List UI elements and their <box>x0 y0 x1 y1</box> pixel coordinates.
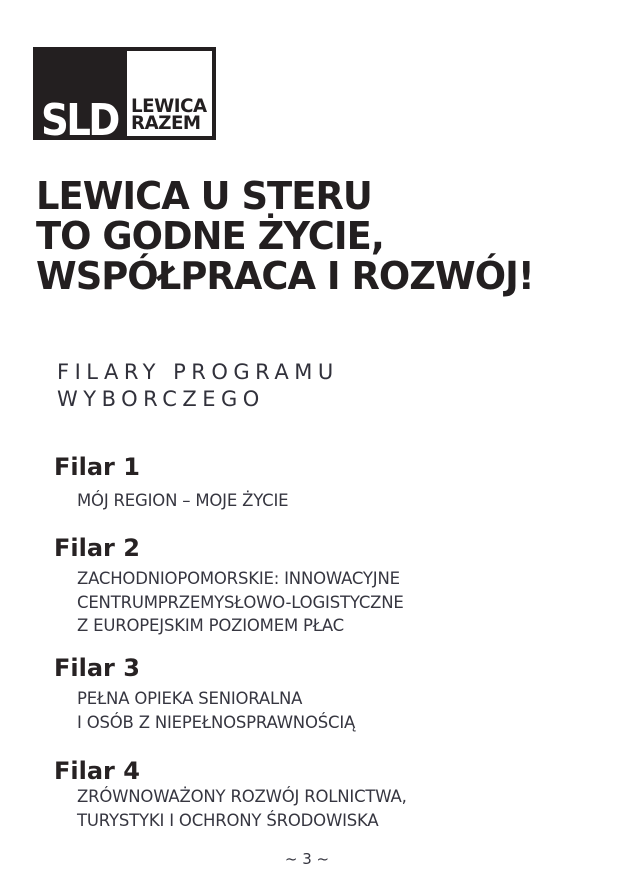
pillar-3-line-2: I OSÓB Z NIEPEŁNOSPRAWNOŚCIĄ <box>77 712 356 732</box>
pillar-2-line-3: Z EUROPEJSKIM POZIOMEM PŁAC <box>77 616 344 635</box>
pillar-2-line-1: ZACHODNIOPOMORSKIE: INNOWACYJNE <box>77 569 400 588</box>
pillar-4-line-1: ZRÓWNOWAŻONY ROZWÓJ ROLNICTWA, <box>77 787 407 806</box>
pillar-3-heading: Filar 3 <box>54 654 140 682</box>
title-line-2: TO GODNE ŻYCIE, <box>36 214 384 258</box>
subtitle-line-2: WYBORCZEGO <box>57 387 265 411</box>
sld-logo <box>33 47 216 146</box>
pillar-1-heading: Filar 1 <box>54 453 140 481</box>
title-line-3: WSPÓŁPRACA I ROZWÓJ! <box>36 254 534 298</box>
pillar-2-heading: Filar 2 <box>54 534 140 562</box>
page-number: ~ 3 ~ <box>284 850 330 868</box>
logo-word-razem: RAZEM <box>131 112 201 134</box>
logo-white-field <box>127 51 212 136</box>
title-line-1: LEWICA U STERU <box>36 174 372 218</box>
pillar-3-line-1: PEŁNA OPIEKA SENIORALNA <box>77 689 303 708</box>
logo-word-lewica: LEWICA <box>131 95 207 117</box>
pillar-4-body <box>77 785 407 832</box>
section-subtitle <box>57 359 339 413</box>
logo-acronym-sld: SLD <box>41 95 118 146</box>
pillar-4-heading: Filar 4 <box>54 757 140 785</box>
logo-wordmark <box>131 95 207 134</box>
subtitle-line-1: FILARY PROGRAMU <box>57 360 339 384</box>
pillar-3-body <box>77 687 355 734</box>
pillar-2-line-2: CENTRUMPRZEMYSŁOWO-LOGISTYCZNE <box>77 592 404 612</box>
pillar-2-body <box>77 567 404 638</box>
pillar-1-line-1: MÓJ REGION – MOJE ŻYCIE <box>77 491 289 510</box>
pillar-4-line-2: TURYSTYKI I OCHRONY ŚRODOWISKA <box>77 810 379 830</box>
pillar-1-body <box>77 489 288 513</box>
page-title <box>36 176 534 296</box>
